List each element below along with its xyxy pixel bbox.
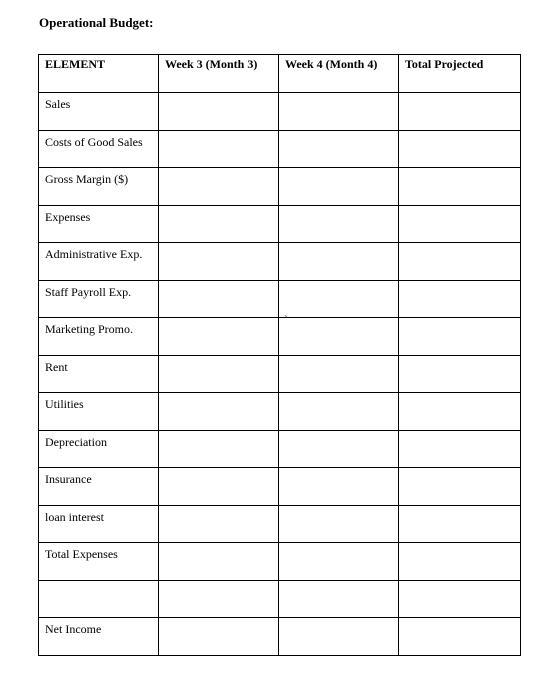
value-cell[interactable]: [159, 130, 279, 168]
value-cell[interactable]: [159, 468, 279, 506]
row-label: Costs of Good Sales: [39, 130, 159, 168]
table-row: [39, 580, 521, 618]
value-cell[interactable]: [399, 430, 521, 468]
row-label: Sales: [39, 93, 159, 131]
table-row: [39, 93, 521, 131]
value-cell[interactable]: [279, 543, 399, 581]
table-row: [39, 543, 521, 581]
value-cell[interactable]: [399, 205, 521, 243]
table-row: [39, 130, 521, 168]
table-row: [39, 280, 521, 318]
row-label: loan interest: [39, 505, 159, 543]
value-cell[interactable]: [399, 355, 521, 393]
row-label: Rent: [39, 355, 159, 393]
value-cell[interactable]: [159, 205, 279, 243]
value-cell[interactable]: [399, 543, 521, 581]
value-cell[interactable]: [399, 318, 521, 356]
value-cell[interactable]: [279, 468, 399, 506]
value-cell[interactable]: [399, 280, 521, 318]
value-cell[interactable]: [279, 130, 399, 168]
value-cell[interactable]: [159, 393, 279, 431]
value-cell[interactable]: [279, 355, 399, 393]
operational-budget-table: [38, 54, 521, 656]
value-cell[interactable]: [399, 243, 521, 281]
header-total-projected: Total Projected: [399, 55, 521, 93]
value-cell[interactable]: [279, 318, 399, 356]
table-row: [39, 243, 521, 281]
value-cell[interactable]: [399, 580, 521, 618]
row-label: Utilities: [39, 393, 159, 431]
table-row: [39, 430, 521, 468]
row-label: Marketing Promo.: [39, 318, 159, 356]
table-row: [39, 468, 521, 506]
header-week-3: Week 3 (Month 3): [159, 55, 279, 93]
value-cell[interactable]: [279, 168, 399, 206]
row-label: Total Expenses: [39, 543, 159, 581]
value-cell[interactable]: [159, 243, 279, 281]
value-cell[interactable]: [279, 393, 399, 431]
value-cell[interactable]: [279, 243, 399, 281]
header-row: [39, 55, 521, 93]
value-cell[interactable]: [399, 130, 521, 168]
value-cell[interactable]: [159, 355, 279, 393]
value-cell[interactable]: [279, 505, 399, 543]
value-cell[interactable]: [159, 318, 279, 356]
row-label: Insurance: [39, 468, 159, 506]
value-cell[interactable]: [159, 93, 279, 131]
value-cell[interactable]: [399, 393, 521, 431]
value-cell[interactable]: [159, 430, 279, 468]
row-label: Expenses: [39, 205, 159, 243]
value-cell[interactable]: [159, 280, 279, 318]
header-element: ELEMENT: [39, 55, 159, 93]
value-cell[interactable]: [279, 205, 399, 243]
table-row: [39, 505, 521, 543]
value-cell[interactable]: [399, 93, 521, 131]
value-cell[interactable]: [399, 168, 521, 206]
row-label: Depreciation: [39, 430, 159, 468]
table-row: [39, 318, 521, 356]
row-label: Administrative Exp.: [39, 243, 159, 281]
row-label: [39, 580, 159, 618]
row-label: Net Income: [39, 618, 159, 656]
value-cell[interactable]: [279, 280, 399, 318]
row-label: Gross Margin ($): [39, 168, 159, 206]
value-cell[interactable]: [279, 580, 399, 618]
header-week-4: Week 4 (Month 4): [279, 55, 399, 93]
value-cell[interactable]: [279, 618, 399, 656]
table-row: [39, 205, 521, 243]
value-cell[interactable]: [159, 618, 279, 656]
table-body: [39, 93, 521, 656]
value-cell[interactable]: [399, 505, 521, 543]
value-cell[interactable]: [159, 580, 279, 618]
document-title: Operational Budget:: [39, 15, 154, 30]
value-cell[interactable]: [159, 505, 279, 543]
table-row: [39, 618, 521, 656]
table-row: [39, 355, 521, 393]
stray-mark: `: [284, 314, 288, 326]
table-row: [39, 168, 521, 206]
value-cell[interactable]: [279, 93, 399, 131]
table-row: [39, 393, 521, 431]
value-cell[interactable]: [399, 618, 521, 656]
value-cell[interactable]: [279, 430, 399, 468]
value-cell[interactable]: [159, 168, 279, 206]
value-cell[interactable]: [159, 543, 279, 581]
value-cell[interactable]: [399, 468, 521, 506]
row-label: Staff Payroll Exp.: [39, 280, 159, 318]
